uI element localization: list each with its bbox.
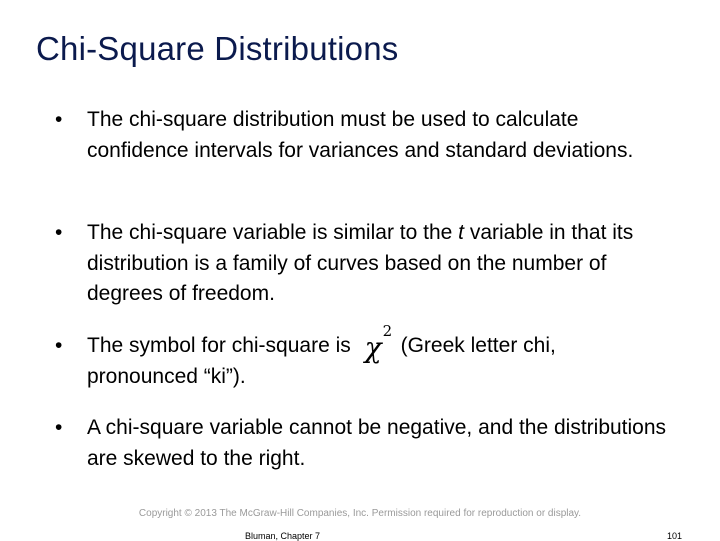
chi-superscript: 2 [382,322,393,340]
bullet-text-part: The chi-square variable is similar to the [87,221,459,244]
footer-source: Bluman, Chapter 7 [245,531,321,541]
bullet-text: The chi-square distribution must be used to calculate confidence intervals for variances and standard deviations. [87,108,634,162]
slide-title: Chi-Square Distributions [36,30,399,67]
chi-letter: χ [364,331,382,364]
bullet-text-part: The symbol for chi-square is [87,334,357,357]
bullet-text [87,322,667,392]
bullet-marker: • [55,221,63,244]
bullet-text-part: (Greek letter chi, pronounced “ki”). [87,334,556,388]
t-variable-italic: t [458,221,464,244]
copyright-notice: Copyright © 2013 The McGraw-Hill Companies, Inc. Permission required for reproduction or display. [138,508,582,519]
page-number: 101 [666,531,682,541]
bullet-text: A chi-square variable cannot be negative, and the distributions are skewed to the right. [87,416,667,470]
bullet-marker: • [55,334,63,357]
bullet-marker: • [55,108,63,131]
bullet-marker: • [55,416,63,439]
bullet-text-part: variable in that its distribution is a family of curves based on the number of degrees of freedom. [87,221,634,305]
bullet-text [87,218,667,310]
chi-square-symbol [357,322,401,364]
